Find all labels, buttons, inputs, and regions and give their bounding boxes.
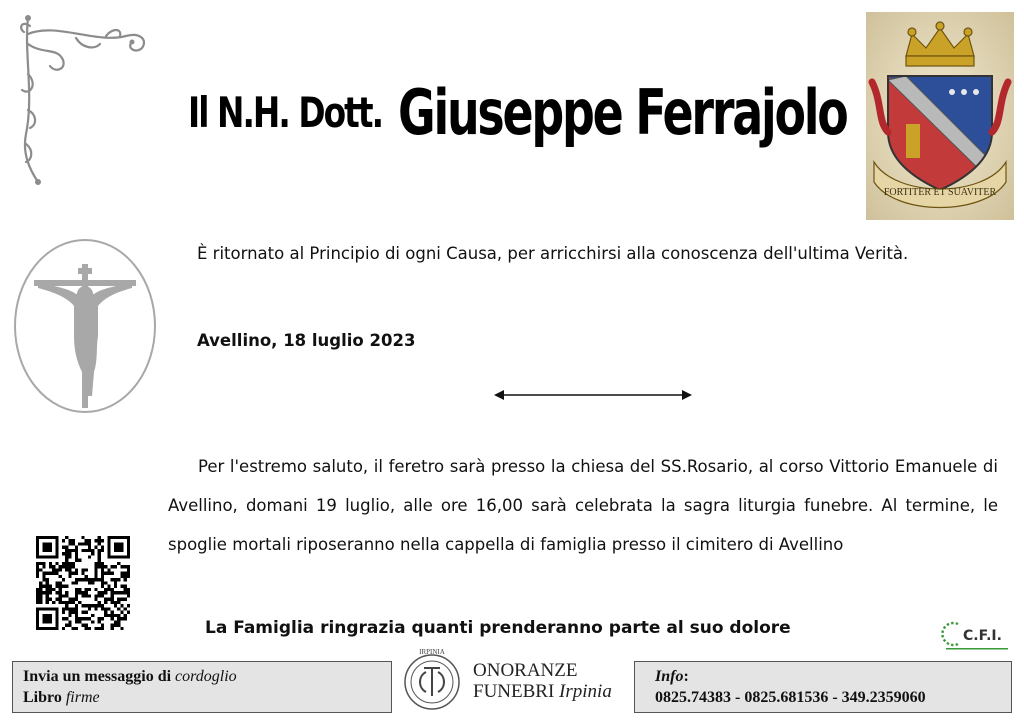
announcement-text: È ritornato al Principio di ogni Causa, per arricchirsi alla conoscenza dell'ultima Verità. [197, 244, 909, 263]
info-colon: : [683, 668, 689, 685]
cfi-logo-text: C.F.I. [963, 628, 1002, 644]
coat-of-arms-icon [866, 12, 1014, 220]
title-prefix: Il N.H. Dott. [188, 87, 383, 137]
phone-numbers[interactable]: 0825.74383 - 0825.681536 - 349.2359060 [655, 689, 926, 706]
company-line1: ONORANZE [473, 660, 578, 681]
deceased-name: Giuseppe Ferrajolo [398, 75, 847, 149]
funeral-details: Per l'estremo saluto, il feretro sarà presso la chiesa del SS.Rosario, al corso Vittorio Emanuele di Avellino, domani 19 luglio, alle ore 16,00 sarà celebrata la sagra liturgia funebre. Al termine, le spoglie mortali riposeranno nella cappella di famiglia presso il cimitero di Avellino [168, 457, 998, 554]
condolence-link[interactable] [23, 666, 381, 687]
crucifix-icon [12, 236, 158, 416]
place-date: Avellino, 18 luglio 2023 [197, 331, 416, 350]
guestbook-link[interactable] [23, 687, 381, 708]
company-logo-icon [402, 646, 462, 712]
book-prefix: Libro [23, 689, 66, 706]
condolence-box[interactable] [12, 661, 392, 713]
condolence-prefix: Invia un messaggio di [23, 668, 176, 685]
family-thanks: La Famiglia ringrazia quanti prenderanno parte al suo dolore [205, 618, 791, 638]
double-arrow-icon [492, 388, 694, 402]
condolence-word: cordoglio [175, 668, 237, 685]
deceased-title [188, 62, 848, 162]
cfi-logo-icon [938, 616, 1014, 654]
book-word: firme [65, 689, 100, 706]
company-name [473, 660, 612, 702]
coat-motto: FORTITER ET SUAVITER [883, 187, 997, 198]
company-logo-text: IRPINIA [419, 648, 445, 656]
info-box [634, 661, 1012, 713]
info-label: Info [655, 668, 684, 685]
qr-code-icon[interactable] [36, 536, 130, 630]
company-line2b: Irpinia [559, 681, 612, 702]
ornament-icon [16, 14, 156, 186]
company-line2a: FUNEBRI [473, 681, 560, 702]
